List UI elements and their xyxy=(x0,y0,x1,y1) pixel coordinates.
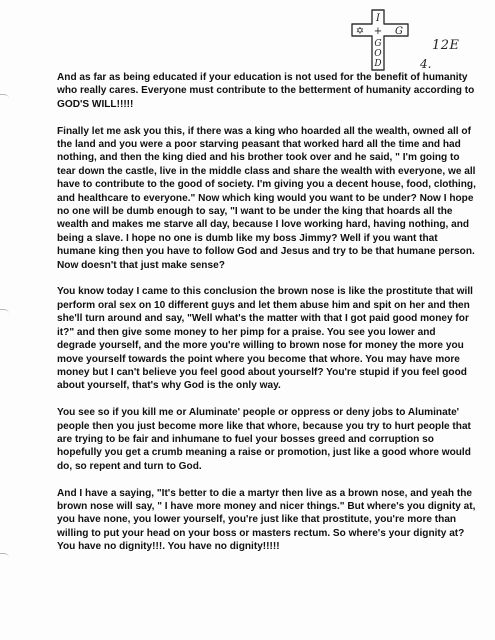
cross-letter-g: G xyxy=(374,39,382,49)
paragraph: You know today I came to this conclusion the brown nose is like the prostitute that will perform oral sex on 10 different guys and let them abuse him and spit on her and then she'll turn around and say, "Well what's the matter with that I got paid good money for it?" and then give some money to her pimp for a praise. You see you lower and degrade yourself, and the more you're willing to brown nose for money the more you move yourself towards the point where you become that whore. You may have more money but I can't believe you feel good about yourself? You're stupid if you feel good about yourself, that's why God is the only way. xyxy=(57,286,473,392)
punch-hole-mark xyxy=(0,553,9,558)
paragraph: Finally let me ask you this, if there was a king who hoarded all the wealth, owned all of the land and you were a poor starving peasant that worked hard all the time and had nothing, and then the king died and his brother took over and he said, " I'm going to tear down the castle, live in the middle class and share the wealth with everyone, we all have to contribute to the good of society. I'm giving you a decent house, food, clothing, and healthcare to everyone." Now which king would you want to be under? Now I hope no one will be dumb enough to say, "I want to be under the king that hoards all the wealth and makes me starve all day, because I love working hard, having nothing, and being a slave. I hope no one is dumb like my boss Jimmy? Well if you want that humane king then you have to follow God and Jesus and try to be that humane person. Now doesn't that just make sense? xyxy=(57,125,476,271)
handdrawn-cross-icon xyxy=(350,8,412,72)
page-number: 4. xyxy=(420,57,432,71)
paragraph: You see so if you kill me or Aluminate' people or oppress or deny jobs to Aluminate' people then you just become more like that whore, because you try to hurt people that are trying to be fair and inhumane to fuel your bosses greed and corruption so hopefully you get a crumb meaning a raise or promotion, just like a good whore would do, so repent and turn to God. xyxy=(57,407,471,472)
paragraph: And I have a saying, "It's better to die a martyr then live as a brown nose, and yeah the brown nose will say, " I have more money and nicer things." But where's you dignity at, you have none, you lower yourself, you're just like that prostitute, you're more than willing to put your head on your boss or masters rectum. So where's your dignity at? You have no dignity!!!. You have no dignity!!!!! xyxy=(57,487,476,553)
paragraph: And as far as being educated if your education is not used for the benefit of humanity who really cares. Everyone must contribute to the betterment of humanity according to GOD'S WILL!!!!! xyxy=(57,72,475,110)
letter-body xyxy=(57,71,477,567)
cross-star-of-david-icon: ✡ xyxy=(355,26,365,37)
cross-letter-top: I xyxy=(376,13,380,24)
handwritten-page-mark: 12E xyxy=(432,38,460,53)
cross-letter-center: + xyxy=(373,26,383,37)
cross-letter-o: O xyxy=(374,49,382,59)
cross-letter-d: D xyxy=(374,59,382,69)
cross-letter-right: G xyxy=(395,26,403,37)
punch-hole-mark xyxy=(0,309,9,314)
punch-hole-mark xyxy=(0,94,9,99)
